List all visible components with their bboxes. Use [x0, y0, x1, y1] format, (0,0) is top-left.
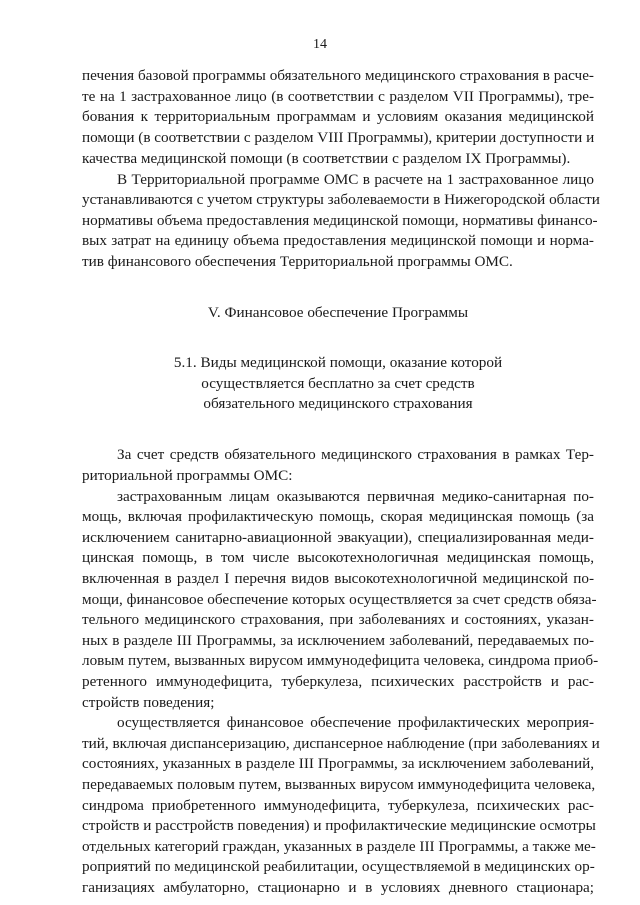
text-line: мощь, включая профилактическую помощь, скорая медицинская помощь (за — [82, 508, 594, 525]
text-line: тий, включая диспансеризацию, диспансерное наблюдение (при заболеваниях и — [82, 735, 600, 752]
text-line: синдрома приобретенного иммунодефицита, туберкулеза, психических рас- — [82, 797, 594, 814]
text-line: За счет средств обязательного медицинского страхования в рамках Тер- — [117, 446, 594, 463]
text-line: ганизациях амбулаторно, стационарно и в условиях дневного стационара; — [82, 879, 594, 896]
text-line: риториальной программы ОМС: — [82, 467, 293, 484]
text-line: вых затрат на единицу объема предоставления медицинской помощи и норма- — [82, 232, 594, 249]
text-line: нормативы объема предоставления медицинской помощи, нормативы финансо- — [82, 212, 598, 229]
text-line: застрахованным лицам оказываются первичная медико-санитарная по- — [117, 488, 594, 505]
text-line: тив финансового обеспечения Территориальной программы ОМС. — [82, 253, 513, 270]
text-line: передаваемых половым путем, вызванных вирусом иммунодефицита человека, — [82, 776, 596, 793]
section-heading-line: 5.1. Виды медицинской помощи, оказание которой — [173, 354, 503, 371]
section-heading-line: V. Финансовое обеспечение Программы — [207, 304, 469, 321]
page-number: 14 — [313, 37, 327, 52]
text-line: В Территориальной программе ОМС в расчете на 1 застрахованное лицо — [117, 171, 594, 188]
text-line: устанавливаются с учетом структуры заболеваемости в Нижегородской области — [82, 191, 600, 208]
text-line: отдельных категорий граждан, указанных в разделе III Программы, а также ме- — [82, 838, 596, 855]
text-line: мощи, финансовое обеспечение которых осуществляется за счет средств обяза- — [82, 591, 597, 608]
text-line: те на 1 застрахованное лицо (в соответствии с разделом VII Программы), тре- — [82, 88, 594, 105]
section-heading-line: обязательного медицинского страхования — [203, 395, 473, 412]
text-line: качества медицинской помощи (в соответствии с разделом IX Программы). — [82, 150, 571, 167]
text-line: ретенного иммунодефицита, туберкулеза, психических расстройств и рас- — [82, 673, 594, 690]
text-line: включенная в раздел I перечня видов высокотехнологичной медицинской по- — [82, 570, 594, 587]
text-line: осуществляется финансовое обеспечение профилактических мероприя- — [117, 714, 594, 731]
text-line: цинская помощь, в том числе высокотехнологичная медицинская помощь, — [82, 549, 594, 566]
text-line: состояниях, указанных в разделе III Программы, за исключением заболеваний, — [82, 755, 594, 772]
text-line: бования к территориальным программам и условиям оказания медицинской — [82, 108, 594, 125]
text-line: помощи (в соответствии с разделом VIII Программы), критерии доступности и — [82, 129, 595, 146]
text-line: стройств и расстройств поведения) и профилактические медицинские осмотры — [82, 817, 596, 834]
text-line: исключением санитарно-авиационной эвакуации), специализированная меди- — [82, 529, 594, 546]
text-line: ловым путем, вызванных вирусом иммунодефицита человека, синдрома приоб- — [82, 652, 599, 669]
text-line: роприятий по медицинской реабилитации, осуществляемой в медицинских ор- — [82, 858, 595, 875]
section-heading-line: осуществляется бесплатно за счет средств — [201, 375, 475, 392]
text-line: ных в разделе III Программы, за исключением заболеваний, передаваемых по- — [82, 632, 594, 649]
text-line: тельного медицинского страхования, при заболеваниях и состояниях, указан- — [82, 611, 594, 628]
text-line: стройств поведения; — [82, 694, 215, 711]
text-line: печения базовой программы обязательного медицинского страхования в расче- — [82, 67, 594, 84]
